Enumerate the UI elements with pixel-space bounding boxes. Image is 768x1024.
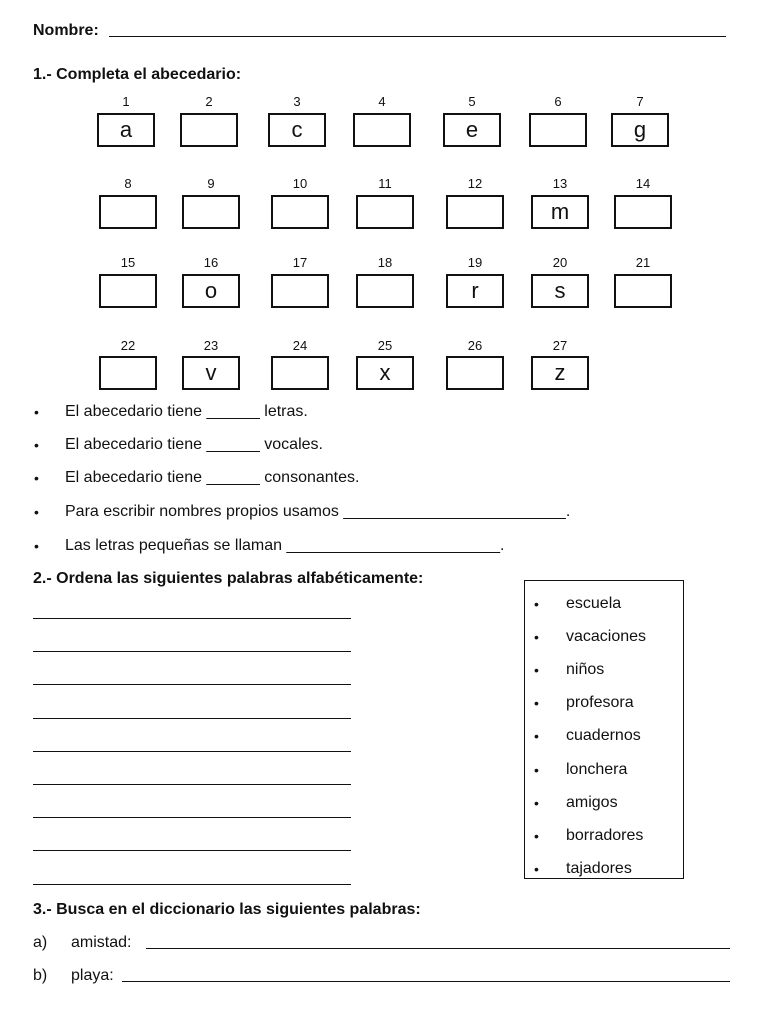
answer-blank[interactable]: ______ bbox=[206, 469, 260, 486]
letter-input-box[interactable] bbox=[529, 113, 587, 147]
letter-input-box[interactable] bbox=[99, 356, 157, 390]
letter-input-box[interactable] bbox=[271, 356, 329, 390]
letter: r bbox=[471, 278, 479, 303]
letter-input-box[interactable] bbox=[271, 274, 329, 308]
letter-box bbox=[531, 274, 589, 308]
dictionary-word: amistad: bbox=[71, 934, 132, 951]
item-marker: b) bbox=[33, 967, 48, 984]
word-item: lonchera bbox=[566, 760, 628, 778]
cell-number: 23 bbox=[203, 338, 219, 353]
letter-input-box[interactable] bbox=[180, 113, 238, 147]
fill-in-sentence bbox=[65, 536, 504, 556]
bullet-icon: • bbox=[534, 827, 539, 844]
letter: z bbox=[554, 360, 566, 385]
letter-box bbox=[443, 113, 501, 147]
letter-box bbox=[611, 113, 669, 147]
item-marker: a) bbox=[33, 934, 48, 951]
word-item: borradores bbox=[566, 826, 644, 844]
word-item: escuela bbox=[566, 595, 622, 612]
fill-in-sentence bbox=[65, 468, 359, 488]
cell-number: 12 bbox=[467, 176, 483, 191]
fill-in-sentence bbox=[65, 502, 570, 522]
sentence-text: El abecedario tiene bbox=[65, 436, 207, 453]
cell-number: 21 bbox=[635, 255, 651, 270]
letter-input-box[interactable] bbox=[99, 274, 157, 308]
letter-box bbox=[182, 356, 240, 390]
cell-number: 5 bbox=[468, 94, 476, 109]
answer-blank[interactable]: ______ bbox=[206, 436, 260, 453]
word-item: vacaciones bbox=[566, 628, 647, 646]
order-answer-line[interactable] bbox=[33, 718, 351, 719]
bullet-icon: • bbox=[34, 538, 39, 554]
bullet-icon: • bbox=[534, 596, 539, 612]
letter-input-box[interactable] bbox=[446, 195, 504, 229]
cell-number: 19 bbox=[467, 255, 483, 270]
letter-box bbox=[356, 356, 414, 390]
cell-number: 2 bbox=[205, 94, 213, 109]
dictionary-word: playa: bbox=[71, 967, 114, 984]
letter-input-box[interactable] bbox=[353, 113, 411, 147]
letter-input-box[interactable] bbox=[614, 195, 672, 229]
letter: s bbox=[554, 278, 566, 303]
order-answer-line[interactable] bbox=[33, 884, 351, 885]
sentence-text: letras. bbox=[259, 403, 308, 420]
sentence-text: consonantes. bbox=[259, 469, 360, 486]
answer-blank[interactable]: ________________________ bbox=[286, 537, 501, 554]
letter-input-box[interactable] bbox=[446, 356, 504, 390]
cell-number: 17 bbox=[292, 255, 308, 270]
letter-box bbox=[446, 274, 504, 308]
sentence-text: Las letras pequeñas se llaman bbox=[65, 537, 287, 554]
cell-number: 9 bbox=[207, 176, 215, 191]
letter-input-box[interactable] bbox=[614, 274, 672, 308]
cell-number: 24 bbox=[292, 338, 308, 353]
letter-box bbox=[531, 356, 589, 390]
answer-blank[interactable]: ______ bbox=[206, 403, 260, 420]
cell-number: 7 bbox=[636, 94, 644, 109]
order-answer-line[interactable] bbox=[33, 618, 351, 619]
bullet-icon: • bbox=[34, 404, 39, 420]
bullet-icon: • bbox=[34, 504, 39, 520]
sentence-text: El abecedario tiene bbox=[65, 403, 207, 420]
bullet-icon: • bbox=[534, 695, 539, 712]
cell-number: 14 bbox=[635, 176, 651, 191]
bullet-icon: • bbox=[534, 860, 539, 877]
cell-number: 6 bbox=[554, 94, 562, 109]
section2-title: 2.- Ordena las siguientes palabras alfabéticamente: bbox=[33, 570, 424, 587]
cell-number: 27 bbox=[552, 338, 568, 353]
letter: m bbox=[550, 199, 570, 224]
cell-number: 18 bbox=[377, 255, 393, 270]
section1-title: 1.- Completa el abecedario: bbox=[33, 66, 242, 83]
bullet-icon: • bbox=[34, 437, 39, 453]
bullet-icon: • bbox=[534, 662, 539, 679]
cell-number: 11 bbox=[378, 176, 392, 191]
cell-number: 16 bbox=[203, 255, 219, 270]
sentence-text: vocales. bbox=[259, 436, 323, 453]
letter-input-box[interactable] bbox=[271, 195, 329, 229]
letter: a bbox=[119, 117, 133, 142]
sentence-text: . bbox=[565, 503, 571, 520]
fill-in-sentence bbox=[65, 435, 323, 455]
cell-number: 20 bbox=[552, 255, 568, 270]
word-list-box bbox=[524, 580, 684, 879]
bullet-icon: • bbox=[534, 761, 539, 778]
word-item: profesora bbox=[566, 694, 634, 712]
cell-number: 15 bbox=[120, 255, 136, 270]
order-answer-line[interactable] bbox=[33, 651, 351, 652]
answer-blank[interactable]: _________________________ bbox=[343, 503, 566, 520]
word-item: amigos bbox=[566, 793, 618, 811]
bullet-icon: • bbox=[34, 470, 39, 486]
letter-box bbox=[182, 274, 240, 308]
letter-box bbox=[531, 195, 589, 229]
letter-input-box[interactable] bbox=[99, 195, 157, 229]
letter-box bbox=[268, 113, 326, 147]
word-item: tajadores bbox=[566, 859, 632, 877]
cell-number: 25 bbox=[377, 338, 393, 353]
letter: o bbox=[204, 278, 218, 303]
cell-number: 13 bbox=[552, 176, 568, 191]
cell-number: 3 bbox=[293, 94, 301, 109]
cell-number: 1 bbox=[122, 94, 130, 109]
word-item: cuadernos bbox=[566, 727, 641, 745]
letter: e bbox=[465, 117, 479, 142]
order-answer-line[interactable] bbox=[33, 784, 351, 785]
name-label: Nombre: bbox=[33, 22, 99, 39]
sentence-text: Para escribir nombres propios usamos bbox=[65, 503, 344, 520]
cell-number: 10 bbox=[292, 176, 308, 191]
letter-input-box[interactable] bbox=[182, 195, 240, 229]
order-answer-line[interactable] bbox=[33, 817, 351, 818]
bullet-icon: • bbox=[534, 629, 539, 646]
bullet-icon: • bbox=[534, 728, 539, 745]
letter: c bbox=[291, 117, 303, 142]
bullet-icon: • bbox=[534, 794, 539, 811]
letter-input-box[interactable] bbox=[356, 195, 414, 229]
letter: g bbox=[633, 117, 647, 142]
letter-input-box[interactable] bbox=[356, 274, 414, 308]
order-answer-line[interactable] bbox=[33, 751, 351, 752]
cell-number: 8 bbox=[124, 176, 132, 191]
sentence-text: El abecedario tiene bbox=[65, 469, 207, 486]
definition-line[interactable] bbox=[122, 981, 730, 982]
fill-in-sentence bbox=[65, 402, 308, 422]
letter-box bbox=[97, 113, 155, 147]
sentence-text: . bbox=[500, 537, 505, 554]
section3-title: 3.- Busca en el diccionario las siguientes palabras: bbox=[33, 901, 421, 918]
cell-number: 26 bbox=[467, 338, 483, 353]
definition-line[interactable] bbox=[146, 948, 730, 949]
name-field[interactable] bbox=[109, 36, 726, 37]
letter: v bbox=[205, 360, 217, 385]
cell-number: 4 bbox=[378, 94, 386, 109]
cell-number: 22 bbox=[120, 338, 136, 353]
order-answer-line[interactable] bbox=[33, 684, 351, 685]
letter: x bbox=[379, 360, 391, 385]
word-item: niños bbox=[566, 661, 605, 679]
order-answer-line[interactable] bbox=[33, 850, 351, 851]
